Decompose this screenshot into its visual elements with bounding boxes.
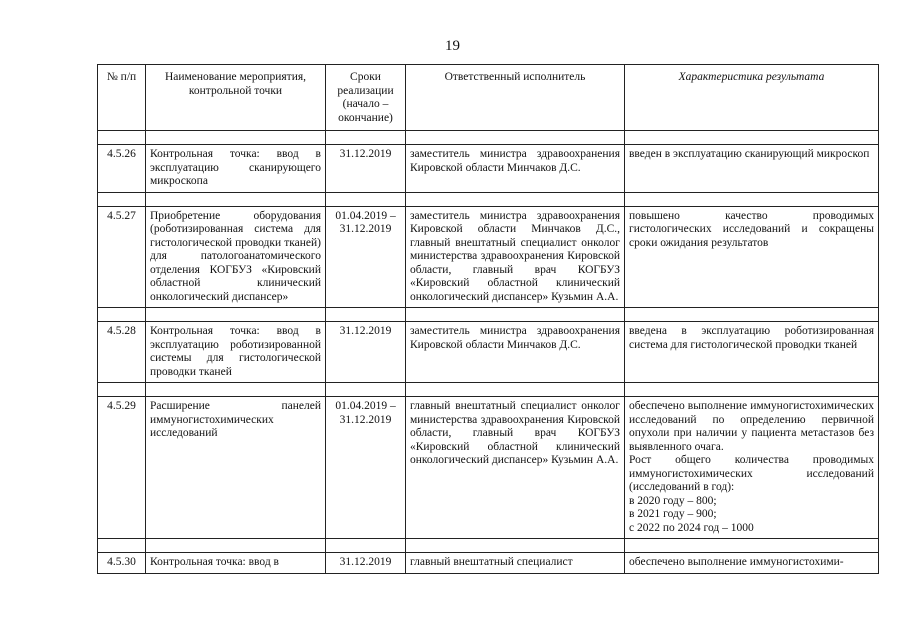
spacer-cell: [326, 308, 406, 322]
spacer-cell: [625, 131, 879, 145]
implementation-term: 31.12.2019: [326, 322, 406, 383]
header-result: Характеристика результата: [625, 65, 879, 131]
result-description: [625, 553, 879, 574]
spacer-cell: [98, 308, 146, 322]
row-spacer: [98, 539, 879, 553]
spacer-cell: [146, 383, 326, 397]
implementation-term: 31.12.2019: [326, 553, 406, 574]
spacer-cell: [406, 383, 625, 397]
result-line: обеспечено выполнение иммуногистохимических исследований по определению первичной опухоли при наличии у пациента метастазов без выявленного очага.: [629, 400, 874, 453]
activity-name: Приобретение оборудования (роботизированная система для гистологической проводки тканей) для патологоанатомического отделения КОГБУЗ «Кировский областной клинический онкологический диспансер»: [146, 206, 326, 308]
table-row: [98, 145, 879, 193]
spacer-cell: [98, 131, 146, 145]
table-row: [98, 553, 879, 574]
result-description: [625, 397, 879, 539]
responsible-executor: заместитель министра здравоохранения Кировской области Минчаков Д.С., главный внештатный специалист онколог министерства здравоохранения Кировской области, главный врач КОГБУЗ «Кировский областной клинический онкологический диспансер» Кузьмин А.А.: [406, 206, 625, 308]
row-number: 4.5.26: [98, 145, 146, 193]
row-number: 4.5.28: [98, 322, 146, 383]
row-number: 4.5.27: [98, 206, 146, 308]
row-number: 4.5.30: [98, 553, 146, 574]
spacer-cell: [326, 383, 406, 397]
spacer-cell: [98, 539, 146, 553]
spacer-cell: [625, 539, 879, 553]
result-line: в 2021 году – 900;: [629, 508, 717, 520]
spacer-cell: [98, 383, 146, 397]
spacer-cell: [625, 383, 879, 397]
table-body: [98, 131, 879, 574]
activity-name: Контрольная точка: ввод в: [146, 553, 326, 574]
spacer-cell: [406, 192, 625, 206]
result-description: [625, 145, 879, 193]
result-line: в 2020 году – 800;: [629, 494, 717, 507]
result-line: с 2022 по 2024 год – 1000: [629, 521, 754, 534]
result-line: повышено качество проводимых гистологических исследований и сокращены сроки ожидания результатов: [629, 209, 874, 249]
result-line: обеспечено выполнение иммуногистохими-: [629, 556, 844, 568]
spacer-cell: [326, 539, 406, 553]
result-description: [625, 322, 879, 383]
responsible-executor: заместитель министра здравоохранения Кировской области Минчаков Д.С.: [406, 145, 625, 193]
spacer-cell: [406, 539, 625, 553]
result-line: введен в эксплуатацию сканирующий микроскоп: [629, 148, 870, 160]
spacer-cell: [625, 308, 879, 322]
spacer-cell: [326, 192, 406, 206]
activity-name: Контрольная точка: ввод в эксплуатацию сканирующего микроскопа: [146, 145, 326, 193]
spacer-cell: [146, 539, 326, 553]
row-spacer: [98, 308, 879, 322]
row-number: 4.5.29: [98, 397, 146, 539]
responsible-executor: заместитель министра здравоохранения Кировской области Минчаков Д.С.: [406, 322, 625, 383]
page-number: 19: [445, 38, 460, 54]
result-line: введена в эксплуатацию роботизированная система для гистологической проводки тканей: [629, 325, 874, 351]
implementation-term: 31.12.2019: [326, 145, 406, 193]
action-plan-table: [97, 64, 879, 574]
header-term: Сроки реализации (начало – окончание): [326, 65, 406, 131]
table-row: [98, 322, 879, 383]
result-line: Рост общего количества проводимых иммуногистохимических исследований (исследований в год):: [629, 454, 874, 493]
table-row: [98, 206, 879, 308]
spacer-cell: [146, 308, 326, 322]
activity-name: Расширение панелей иммуногистохимических исследований: [146, 397, 326, 539]
spacer-cell: [98, 192, 146, 206]
spacer-cell: [146, 192, 326, 206]
spacer-cell: [406, 131, 625, 145]
table-header-row: [98, 65, 879, 131]
implementation-term: 01.04.2019 – 31.12.2019: [326, 397, 406, 539]
implementation-term: 01.04.2019 – 31.12.2019: [326, 206, 406, 308]
header-executor: Ответственный исполнитель: [406, 65, 625, 131]
result-description: [625, 206, 879, 308]
spacer-cell: [625, 192, 879, 206]
spacer-cell: [406, 308, 625, 322]
responsible-executor: главный внештатный специалист онколог министерства здравоохранения Кировской области, главный врач КОГБУЗ «Кировский областной клинический онкологический диспансер» Кузьмин А.А.: [406, 397, 625, 539]
table-row: [98, 397, 879, 539]
header-num: № п/п: [98, 65, 146, 131]
spacer-cell: [326, 131, 406, 145]
row-spacer: [98, 192, 879, 206]
responsible-executor: главный внештатный специалист: [406, 553, 625, 574]
row-spacer: [98, 383, 879, 397]
spacer-cell: [146, 131, 326, 145]
activity-name: Контрольная точка: ввод в эксплуатацию роботизированной системы для гистологической проводки тканей: [146, 322, 326, 383]
header-name: Наименование мероприятия, контрольной точки: [146, 65, 326, 131]
row-spacer: [98, 131, 879, 145]
